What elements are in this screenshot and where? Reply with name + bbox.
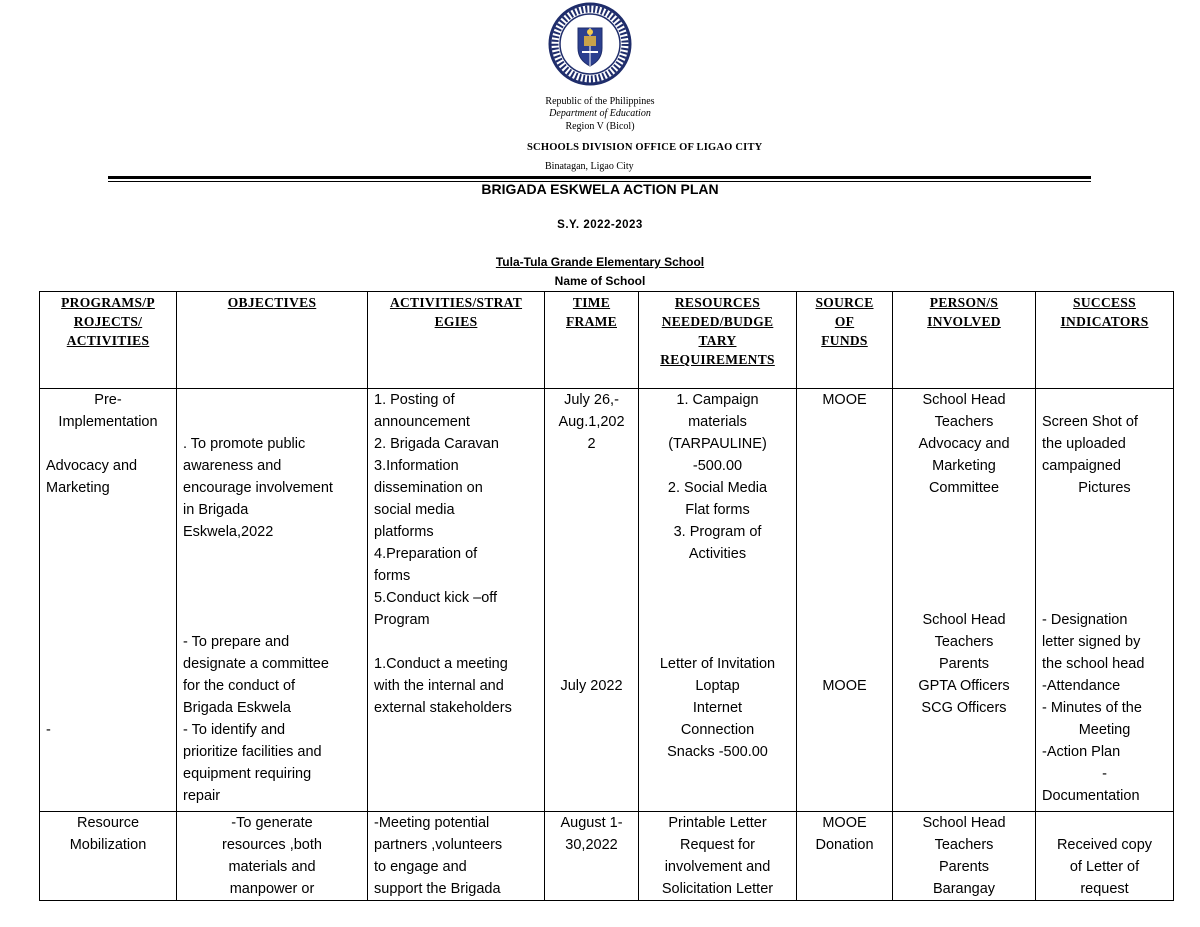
cell-text-line: - To identify and: [183, 722, 286, 738]
cell-text-line: campaigned: [1042, 458, 1121, 474]
cell-text-line: -Action Plan: [1042, 744, 1121, 760]
cell-text-line: [46, 521, 170, 543]
cell-text-line: the uploaded: [1042, 436, 1126, 452]
cell-text-line: [899, 521, 1029, 543]
cell-text-line: [46, 565, 170, 587]
cell-text-line: ROJECTS/: [73, 314, 143, 329]
office-address: Binatagan, Ligao City: [545, 161, 634, 172]
document-title: BRIGADA ESKWELA ACTION PLAN: [481, 181, 719, 197]
cell-text-line: -To generate: [231, 815, 313, 831]
cell-text-line: FRAME: [566, 314, 617, 329]
cell-text-line: Advocacy and: [46, 458, 138, 474]
school-name: Tula-Tula Grande Elementary School: [495, 255, 705, 269]
cell-text-line: Aug.1,202: [558, 414, 625, 430]
cell-text-line: Mobilization: [69, 837, 147, 853]
cell-text-line: [899, 565, 1029, 587]
cell-text-line: social media: [374, 502, 455, 518]
cell-text-line: 30,2022: [565, 837, 618, 853]
cell-text-line: repair: [183, 788, 221, 804]
cell-resources: [639, 812, 797, 901]
cell-text-line: Program: [374, 612, 430, 628]
cell-text-line: 3.Information: [374, 458, 459, 474]
cell-text-line: PROGRAMS/P: [61, 295, 155, 310]
cell-resources: [639, 389, 797, 812]
table-row: [40, 812, 1174, 901]
cell-text-line: 5.Conduct kick –off: [374, 590, 498, 606]
cell-text-line: [803, 565, 886, 587]
cell-text-line: [551, 499, 632, 521]
cell-text-line: Received copy: [1056, 837, 1153, 853]
cell-text-line: [1042, 543, 1167, 565]
cell-text-line: - Minutes of the: [1042, 700, 1142, 716]
cell-text-line: INVOLVED: [927, 314, 1001, 329]
header-rule: [108, 176, 1091, 179]
cell-text-line: Documentation: [1042, 788, 1140, 804]
cell-text-line: [183, 543, 361, 565]
cell-text-line: [183, 411, 361, 433]
cell-text-line: NEEDED/BUDGE: [661, 314, 774, 329]
cell-program: [40, 389, 177, 812]
cell-text-line: [46, 631, 170, 653]
cell-text-line: . To promote public: [183, 436, 306, 452]
cell-text-line: RESOURCES: [674, 295, 761, 310]
cell-text-line: [803, 411, 886, 433]
cell-text-line: FUNDS: [821, 333, 868, 348]
cell-text-line: [899, 499, 1029, 521]
cell-text-line: [645, 565, 790, 587]
cell-text-line: [803, 521, 886, 543]
cell-text-line: Connection: [680, 722, 755, 738]
cell-text-line: Barangay: [932, 881, 996, 897]
cell-text-line: TARY: [698, 333, 737, 348]
cell-text-line: EGIES: [434, 314, 478, 329]
cell-text-line: Letter of Invitation: [659, 656, 776, 672]
header-source-of-funds: [797, 292, 893, 389]
cell-text-line: [803, 587, 886, 609]
cell-text-line: of Letter of: [1069, 859, 1140, 875]
cell-text-line: announcement: [374, 414, 470, 430]
cell-text-line: 4.Preparation of: [374, 546, 478, 562]
cell-text-line: - To prepare and: [183, 634, 290, 650]
cell-success-indicators: [1036, 812, 1174, 901]
cell-success-indicators: [1036, 389, 1174, 812]
cell-activities: [368, 389, 545, 812]
cell-text-line: for the conduct of: [183, 678, 296, 694]
cell-text-line: encourage involvement: [183, 480, 333, 496]
cell-text-line: Implementation: [58, 414, 158, 430]
cell-text-line: PERSON/S: [929, 295, 999, 310]
cell-text-line: [183, 587, 361, 609]
cell-text-line: Request for: [680, 837, 755, 853]
cell-text-line: Snacks -500.00: [667, 744, 768, 760]
cell-text-line: Parents: [939, 656, 989, 672]
cell-text-line: OBJECTIVES: [227, 295, 317, 310]
cell-text-line: - Designation: [1042, 612, 1128, 628]
cell-text-line: [374, 631, 538, 653]
cell-text-line: SCG Officers: [921, 700, 1007, 716]
cell-text-line: July 26,-: [564, 392, 619, 408]
cell-text-line: to engage and: [374, 859, 467, 875]
cell-text-line: the school head: [1042, 656, 1145, 672]
cell-text-line: School Head: [922, 612, 1006, 628]
cell-text-line: partners ,volunteers: [374, 837, 503, 853]
cell-text-line: awareness and: [183, 458, 282, 474]
cell-text-line: [803, 433, 886, 455]
cell-text-line: TIME: [572, 295, 611, 310]
cell-source-of-funds: [797, 812, 893, 901]
cell-text-line: Parents: [939, 859, 989, 875]
cell-text-line: [46, 675, 170, 697]
cell-text-line: [551, 653, 632, 675]
cell-text-line: [645, 587, 790, 609]
cell-text-line: 1. Posting of: [374, 392, 455, 408]
table-header-row: [40, 292, 1174, 389]
cell-text-line: Solicitation Letter: [661, 881, 774, 897]
cell-text-line: 2. Social Media: [667, 480, 768, 496]
republic-line: Republic of the Philippines: [545, 96, 655, 107]
cell-text-line: materials and: [228, 859, 316, 875]
cell-text-line: external stakeholders: [374, 700, 512, 716]
cell-text-line: 2. Brigada Caravan: [374, 436, 499, 452]
cell-text-line: [1042, 389, 1167, 411]
cell-text-line: -: [46, 722, 51, 738]
table-row: [40, 389, 1174, 812]
cell-text-line: School Head: [922, 392, 1006, 408]
cell-text-line: -Meeting potential: [374, 815, 490, 831]
cell-text-line: Printable Letter: [668, 815, 767, 831]
cell-text-line: OF: [834, 314, 855, 329]
cell-text-line: 1. Campaign: [676, 392, 759, 408]
cell-text-line: MOOE: [822, 678, 867, 694]
cell-text-line: [551, 631, 632, 653]
cell-text-line: prioritize facilities and: [183, 744, 322, 760]
cell-text-line: [551, 521, 632, 543]
cell-text-line: forms: [374, 568, 411, 584]
cell-text-line: [551, 543, 632, 565]
cell-source-of-funds: [797, 389, 893, 812]
cell-text-line: [46, 609, 170, 631]
cell-text-line: Eskwela,2022: [183, 524, 274, 540]
cell-text-line: -500.00: [692, 458, 743, 474]
cell-text-line: MOOE: [822, 392, 867, 408]
cell-text-line: manpower or: [229, 881, 315, 897]
cell-text-line: Resource: [76, 815, 140, 831]
header-success-indicators: [1036, 292, 1174, 389]
department-line: Department of Education: [549, 108, 651, 119]
cell-text-line: SOURCE: [815, 295, 874, 310]
cell-text-line: [899, 543, 1029, 565]
cell-text-line: Donation: [815, 837, 874, 853]
cell-text-line: August 1-: [560, 815, 623, 831]
cell-text-line: support the Brigada: [374, 881, 501, 897]
cell-text-line: [803, 631, 886, 653]
cell-objectives: [177, 812, 368, 901]
cell-text-line: designate a committee: [183, 656, 329, 672]
cell-text-line: [46, 433, 170, 455]
cell-persons-involved: [893, 389, 1036, 812]
cell-text-line: 1.Conduct a meeting: [374, 656, 508, 672]
cell-text-line: SUCCESS: [1073, 295, 1136, 310]
cell-text-line: [899, 587, 1029, 609]
cell-text-line: [551, 609, 632, 631]
cell-text-line: Pictures: [1078, 480, 1131, 496]
cell-text-line: GPTA Officers: [918, 678, 1010, 694]
header-objectives: [177, 292, 368, 389]
header-resources: [639, 292, 797, 389]
cell-text-line: Advocacy and: [918, 436, 1010, 452]
division-office: SCHOOLS DIVISION OFFICE OF LIGAO CITY: [527, 142, 763, 153]
cell-text-line: [803, 477, 886, 499]
cell-time-frame: [545, 389, 639, 812]
cell-text-line: dissemination on: [374, 480, 483, 496]
cell-text-line: with the internal and: [374, 678, 504, 694]
cell-text-line: Teachers: [934, 414, 994, 430]
cell-text-line: 2: [587, 436, 596, 452]
cell-text-line: [551, 455, 632, 477]
cell-text-line: [803, 499, 886, 521]
cell-text-line: [551, 565, 632, 587]
cell-text-line: Activities: [688, 546, 747, 562]
cell-text-line: (TARPAULINE): [668, 436, 767, 452]
cell-text-line: [46, 587, 170, 609]
cell-text-line: ACTIVITIES: [66, 333, 150, 348]
region-line: Region V (Bicol): [565, 121, 635, 132]
cell-text-line: [46, 543, 170, 565]
cell-text-line: [183, 565, 361, 587]
cell-text-line: [1042, 812, 1167, 834]
action-plan-table: [39, 291, 1174, 901]
cell-text-line: resources ,both: [222, 837, 322, 853]
cell-text-line: [645, 609, 790, 631]
cell-text-line: [551, 587, 632, 609]
cell-text-line: platforms: [374, 524, 434, 540]
cell-text-line: [803, 455, 886, 477]
cell-text-line: 3. Program of: [673, 524, 762, 540]
cell-text-line: letter signed by: [1042, 634, 1141, 650]
cell-text-line: Internet: [692, 700, 743, 716]
cell-text-line: [1042, 565, 1167, 587]
cell-text-line: request: [1080, 881, 1129, 897]
cell-time-frame: [545, 812, 639, 901]
cell-text-line: Teachers: [934, 634, 994, 650]
deped-seal-logo: [548, 2, 632, 86]
cell-text-line: [46, 499, 170, 521]
cell-text-line: [46, 653, 170, 675]
cell-text-line: [1042, 499, 1167, 521]
header-time-frame: [545, 292, 639, 389]
cell-text-line: [803, 543, 886, 565]
cell-text-line: [183, 389, 361, 411]
cell-objectives: [177, 389, 368, 812]
school-name-label: Name of School: [554, 274, 646, 288]
cell-text-line: [803, 653, 886, 675]
cell-text-line: Marketing: [932, 458, 996, 474]
cell-text-line: Screen Shot of: [1042, 414, 1138, 430]
cell-text-line: Teachers: [934, 837, 994, 853]
header-persons-involved: [893, 292, 1036, 389]
cell-text-line: [551, 477, 632, 499]
cell-text-line: INDICATORS: [1060, 314, 1149, 329]
cell-text-line: [1042, 521, 1167, 543]
cell-activities: [368, 812, 545, 901]
cell-text-line: REQUIREMENTS: [660, 352, 775, 367]
cell-text-line: -: [1102, 766, 1107, 782]
cell-text-line: [46, 697, 170, 719]
cell-text-line: ACTIVITIES/STRAT: [389, 295, 523, 310]
header-programs: [40, 292, 177, 389]
cell-text-line: [1042, 587, 1167, 609]
cell-text-line: Brigada Eskwela: [183, 700, 291, 716]
school-year: S.Y. 2022-2023: [557, 219, 643, 231]
cell-text-line: Committee: [928, 480, 1000, 496]
cell-text-line: involvement and: [664, 859, 771, 875]
cell-text-line: -Attendance: [1042, 678, 1121, 694]
cell-text-line: Marketing: [46, 480, 110, 496]
cell-persons-involved: [893, 812, 1036, 901]
cell-text-line: MOOE: [822, 815, 867, 831]
cell-text-line: Loptap: [695, 678, 740, 694]
cell-text-line: equipment requiring: [183, 766, 312, 782]
cell-text-line: in Brigada: [183, 502, 249, 518]
cell-text-line: July 2022: [560, 678, 623, 694]
cell-text-line: Meeting: [1078, 722, 1131, 738]
cell-text-line: materials: [688, 414, 747, 430]
cell-text-line: Pre-: [94, 392, 122, 408]
cell-text-line: Flat forms: [685, 502, 750, 518]
cell-text-line: [183, 609, 361, 631]
cell-text-line: [803, 609, 886, 631]
cell-text-line: [645, 631, 790, 653]
cell-text-line: School Head: [922, 815, 1006, 831]
cell-program: [40, 812, 177, 901]
header-activities: [368, 292, 545, 389]
